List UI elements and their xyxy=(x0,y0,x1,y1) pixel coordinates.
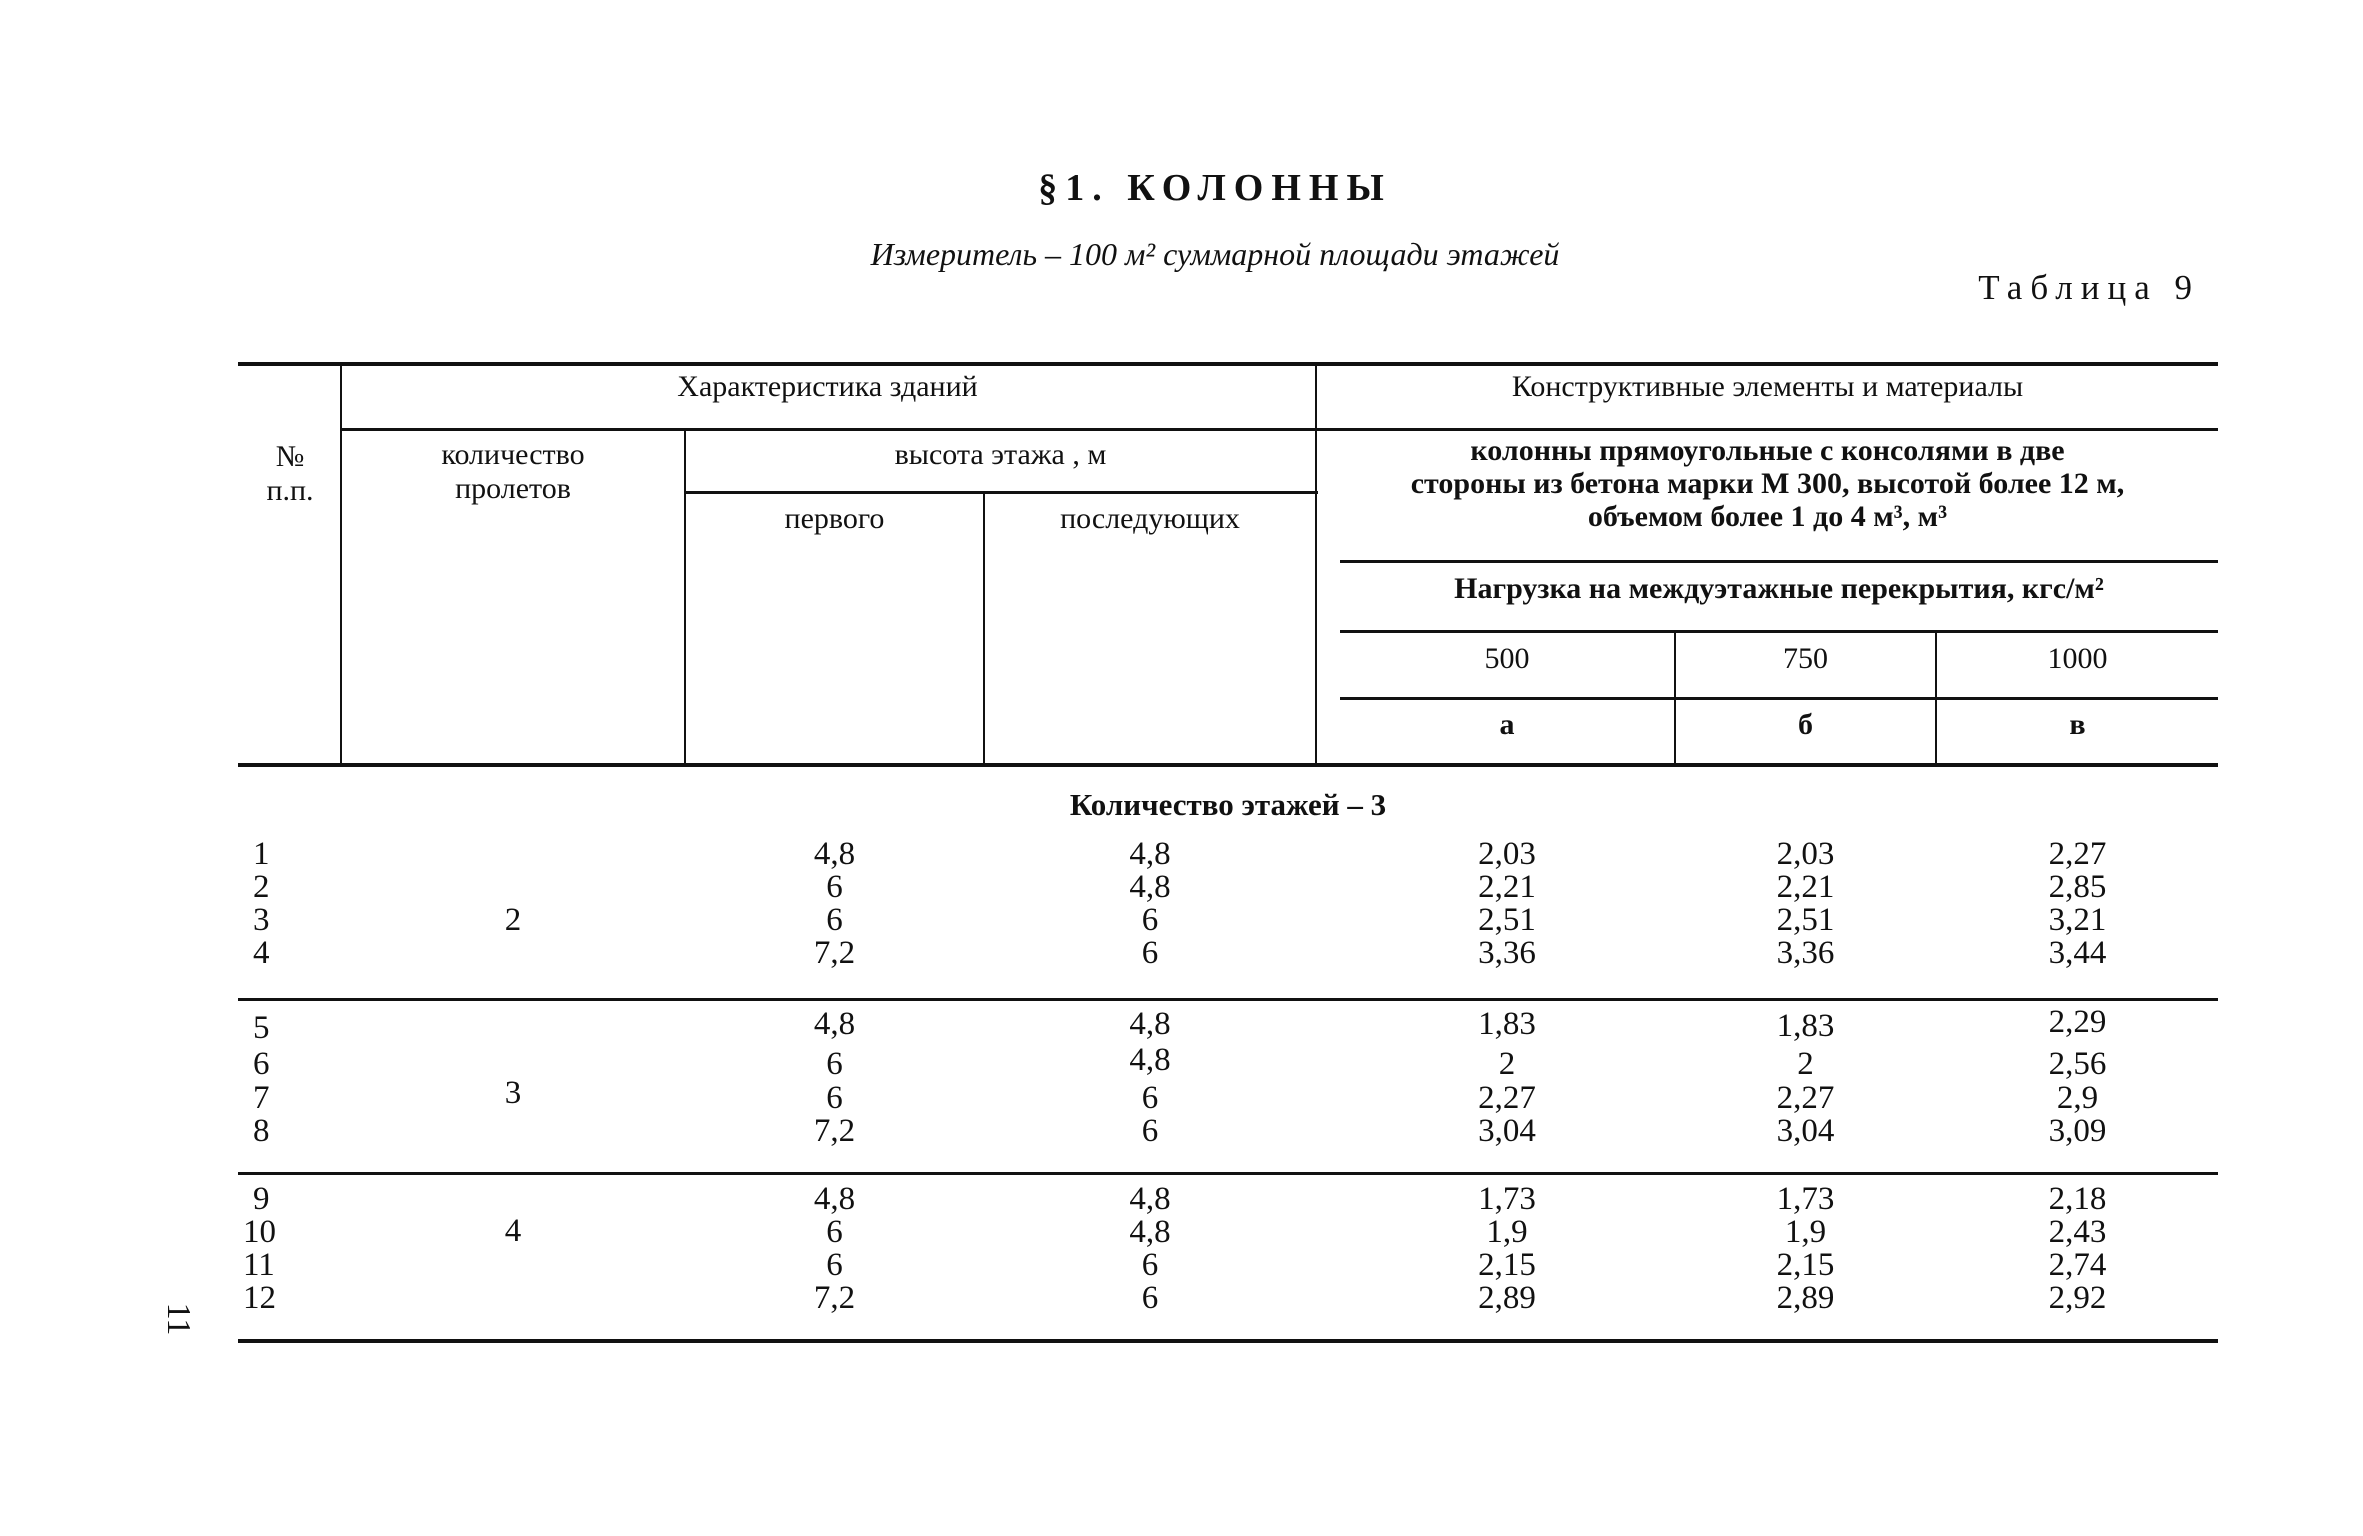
spans-cell: 2 xyxy=(504,902,522,938)
cell-a: 1,9 xyxy=(1486,1214,1528,1250)
row-no: 10 xyxy=(243,1214,276,1250)
cell-c: 3,21 xyxy=(2048,902,2107,938)
cell-b: 3,36 xyxy=(1776,935,1835,971)
cell-b: 2,03 xyxy=(1776,836,1835,872)
cell-first: 6 xyxy=(826,1247,843,1283)
cell-first: 6 xyxy=(826,869,843,905)
cell-subsequent: 6 xyxy=(1141,1080,1159,1116)
page-title: §1. КОЛОННЫ xyxy=(1038,167,1392,209)
header-load-500: 500 xyxy=(1484,642,1530,675)
cell-b: 2,51 xyxy=(1776,902,1835,938)
cell-c: 2,9 xyxy=(2056,1080,2099,1116)
cell-c: 2,74 xyxy=(2048,1247,2107,1283)
header-no: № п.п. xyxy=(266,440,314,507)
rule-top xyxy=(238,362,2218,366)
measurement-unit: Измеритель – 100 м² суммарной площади этажей xyxy=(870,236,1560,272)
cell-a: 3,04 xyxy=(1478,1113,1536,1149)
header-first: первого xyxy=(784,502,885,535)
cell-a: 2,89 xyxy=(1478,1280,1536,1316)
header-load: Нагрузка на междуэтажные перекрытия, кгс/м² xyxy=(1454,572,2104,605)
cell-c: 2,92 xyxy=(2048,1280,2107,1316)
cell-subsequent: 4,8 xyxy=(1129,1006,1171,1042)
header-letter-b: б xyxy=(1798,708,1813,741)
spans-cell: 3 xyxy=(504,1075,522,1111)
row-no: 3 xyxy=(253,902,270,938)
spans-cell: 4 xyxy=(504,1213,522,1249)
header-floor-height: высота этажа , м xyxy=(894,438,1107,471)
header-building-chars: Характеристика зданий xyxy=(677,370,978,403)
header-spans: количество пролетов xyxy=(441,438,585,505)
cell-subsequent: 4,8 xyxy=(1129,836,1171,872)
vline-elements xyxy=(1315,362,1317,764)
header-letter-a: а xyxy=(1499,708,1515,741)
row-no: 1 xyxy=(253,836,270,872)
cell-c: 2,29 xyxy=(2048,1004,2107,1040)
cell-a: 2 xyxy=(1498,1046,1516,1082)
cell-first: 6 xyxy=(826,1214,843,1250)
rule-group-1 xyxy=(238,998,2218,1001)
cell-first: 6 xyxy=(826,1046,843,1082)
cell-b: 2 xyxy=(1797,1046,1814,1082)
row-no: 8 xyxy=(253,1113,270,1149)
cell-first: 6 xyxy=(826,1080,843,1116)
cell-first: 7,2 xyxy=(813,935,856,971)
rule-header-bottom xyxy=(238,763,2218,767)
cell-b: 2,27 xyxy=(1776,1080,1835,1116)
row-no: 5 xyxy=(253,1010,270,1046)
cell-b: 2,15 xyxy=(1776,1247,1835,1283)
cell-c: 2,27 xyxy=(2048,836,2107,872)
cell-first: 4,8 xyxy=(813,836,856,872)
row-no: 6 xyxy=(253,1046,270,1082)
cell-b: 1,83 xyxy=(1776,1008,1835,1044)
cell-c: 3,44 xyxy=(2048,935,2107,971)
header-elements: Конструктивные элементы и материалы xyxy=(1511,370,2024,403)
cell-a: 2,27 xyxy=(1478,1080,1536,1116)
page-number: 11 xyxy=(160,1302,197,1336)
cell-a: 2,15 xyxy=(1478,1247,1536,1283)
cell-c: 2,18 xyxy=(2048,1181,2107,1217)
row-no: 9 xyxy=(253,1181,270,1217)
cell-a: 3,36 xyxy=(1478,935,1536,971)
rule-under-height xyxy=(686,491,1318,494)
cell-b: 1,9 xyxy=(1784,1214,1827,1250)
rule-under-load xyxy=(1340,630,2218,633)
header-load-750: 750 xyxy=(1783,642,1828,675)
row-no: 4 xyxy=(253,935,270,971)
rule-under-load-values xyxy=(1340,697,2218,700)
rule-bottom xyxy=(238,1339,2218,1343)
row-no: 11 xyxy=(243,1247,275,1283)
cell-a: 2,03 xyxy=(1478,836,1536,872)
cell-first: 7,2 xyxy=(813,1280,856,1316)
cell-subsequent: 6 xyxy=(1141,1280,1159,1316)
cell-subsequent: 6 xyxy=(1141,1113,1159,1149)
rule-under-group-headers xyxy=(340,428,2218,431)
row-no: 12 xyxy=(243,1280,276,1316)
cell-first: 7,2 xyxy=(813,1113,856,1149)
cell-first: 6 xyxy=(826,902,843,938)
cell-b: 3,04 xyxy=(1776,1113,1835,1149)
header-letter-c: в xyxy=(2069,708,2086,741)
cell-b: 1,73 xyxy=(1776,1181,1835,1217)
cell-b: 2,89 xyxy=(1776,1280,1835,1316)
header-subsequent: последующих xyxy=(1060,502,1240,535)
cell-subsequent: 6 xyxy=(1141,902,1159,938)
cell-subsequent: 4,8 xyxy=(1129,1214,1171,1250)
cell-a: 1,83 xyxy=(1478,1006,1536,1042)
cell-subsequent: 6 xyxy=(1141,1247,1159,1283)
cell-first: 4,8 xyxy=(813,1006,856,1042)
header-columns-desc: колонны прямоугольные с консолями в две стороны из бетона марки М 300, высотой более 12 м, объемом более 1 до 4 м³, м³ xyxy=(1410,434,2125,533)
vline-spans xyxy=(684,428,686,764)
cell-a: 2,51 xyxy=(1478,902,1536,938)
cell-subsequent: 6 xyxy=(1141,935,1159,971)
cell-first: 4,8 xyxy=(813,1181,856,1217)
cell-subsequent: 4,8 xyxy=(1129,1181,1171,1217)
vline-no xyxy=(340,362,342,764)
cell-subsequent: 4,8 xyxy=(1129,869,1171,905)
cell-a: 2,21 xyxy=(1478,869,1536,905)
cell-c: 3,09 xyxy=(2048,1113,2107,1149)
cell-a: 1,73 xyxy=(1478,1181,1536,1217)
section-floors-3: Количество этажей – 3 xyxy=(1069,787,1387,822)
table-label: Таблица 9 xyxy=(1978,268,2200,307)
cell-c: 2,85 xyxy=(2048,869,2107,905)
row-no: 7 xyxy=(253,1080,270,1116)
rule-group-2 xyxy=(238,1172,2218,1175)
cell-c: 2,43 xyxy=(2048,1214,2107,1250)
rule-under-columns-desc xyxy=(1340,560,2218,563)
row-no: 2 xyxy=(253,869,270,905)
header-load-1000: 1000 xyxy=(2047,642,2108,675)
cell-b: 2,21 xyxy=(1776,869,1835,905)
cell-subsequent: 4,8 xyxy=(1129,1042,1171,1078)
cell-c: 2,56 xyxy=(2048,1046,2107,1082)
